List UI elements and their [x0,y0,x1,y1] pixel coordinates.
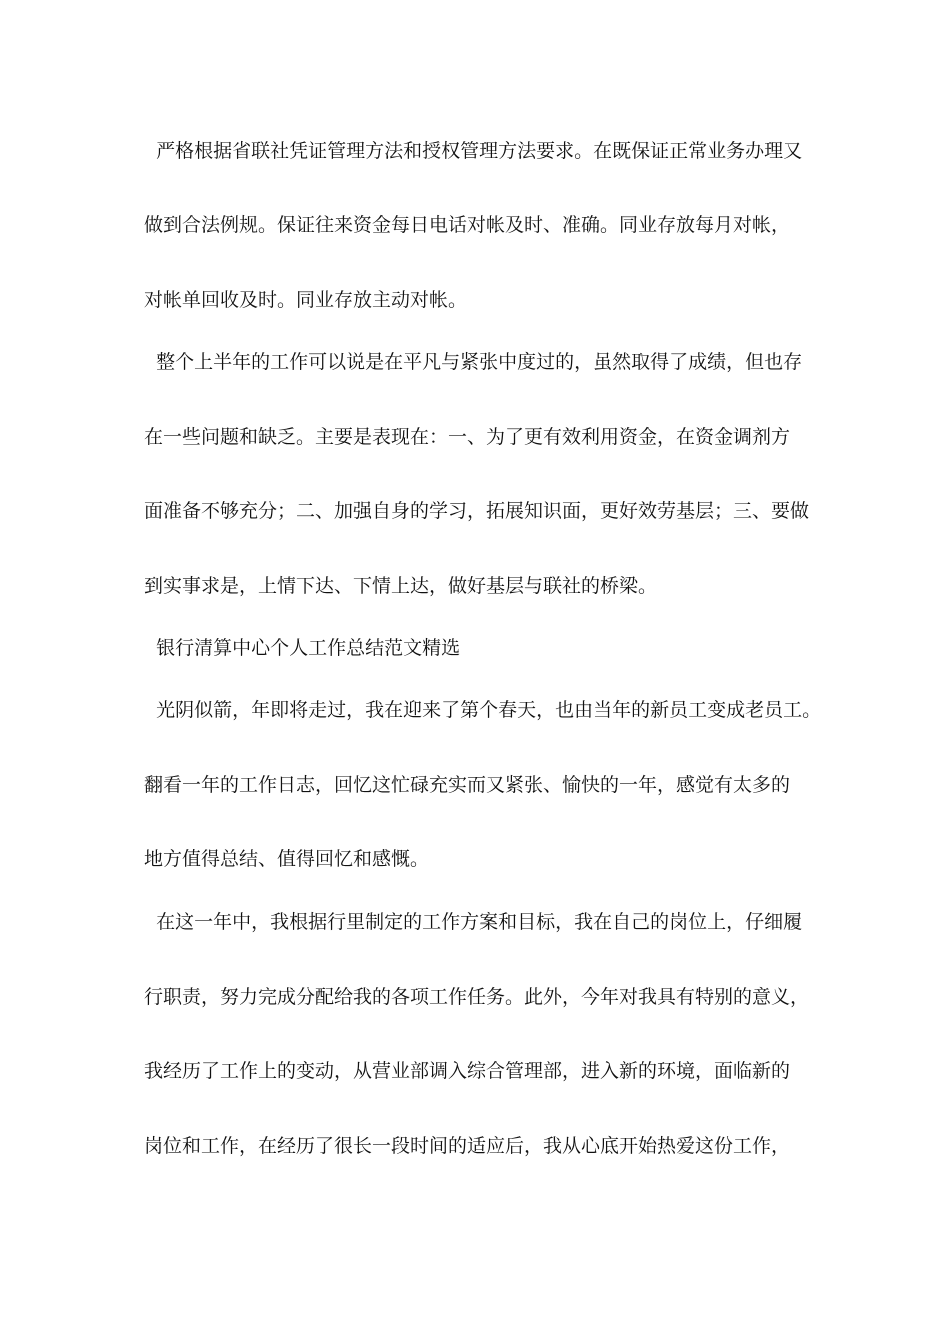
text-line: 做到合法例规。保证往来资金每日电话对帐及时、准确。同业存放每月对帐， [144,214,791,236]
section-heading: 银行清算中心个人工作总结范文精选 [144,637,461,659]
text-line: 在这一年中，我根据行里制定的工作方案和目标，我在自己的岗位上，仔细履 [144,911,803,933]
text-line: 到实事求是，上情下达、下情上达，做好基层与联社的桥梁。 [144,575,658,597]
text-line: 对帐单回收及时。同业存放主动对帐。 [144,289,468,311]
text-line: 翻看一年的工作日志，回忆这忙碌充实而又紧张、愉快的一年，感觉有太多的 [144,774,791,796]
text-line: 我经历了工作上的变动，从营业部调入综合管理部，进入新的环境，面临新的 [144,1060,791,1082]
text-line: 岗位和工作，在经历了很长一段时间的适应后，我从心底开始热爱这份工作， [144,1135,791,1157]
text-line: 在一些问题和缺乏。主要是表现在：一、为了更有效利用资金，在资金调剂方 [144,426,791,448]
text-line: 光阴似箭，年即将走过，我在迎来了第个春天，也由当年的新员工变成老员工。 [144,699,822,721]
text-line: 整个上半年的工作可以说是在平凡与紧张中度过的，虽然取得了成绩，但也存 [144,351,803,373]
text-line: 行职责，努力完成分配给我的各项工作任务。此外，今年对我具有特别的意义， [144,986,810,1008]
text-line: 面准备不够充分；二、加强自身的学习，拓展知识面，更好效劳基层；三、要做 [144,500,810,522]
text-line: 地方值得总结、值得回忆和感慨。 [144,848,430,870]
text-line: 严格根据省联社凭证管理方法和授权管理方法要求。在既保证正常业务办理又 [144,140,803,162]
